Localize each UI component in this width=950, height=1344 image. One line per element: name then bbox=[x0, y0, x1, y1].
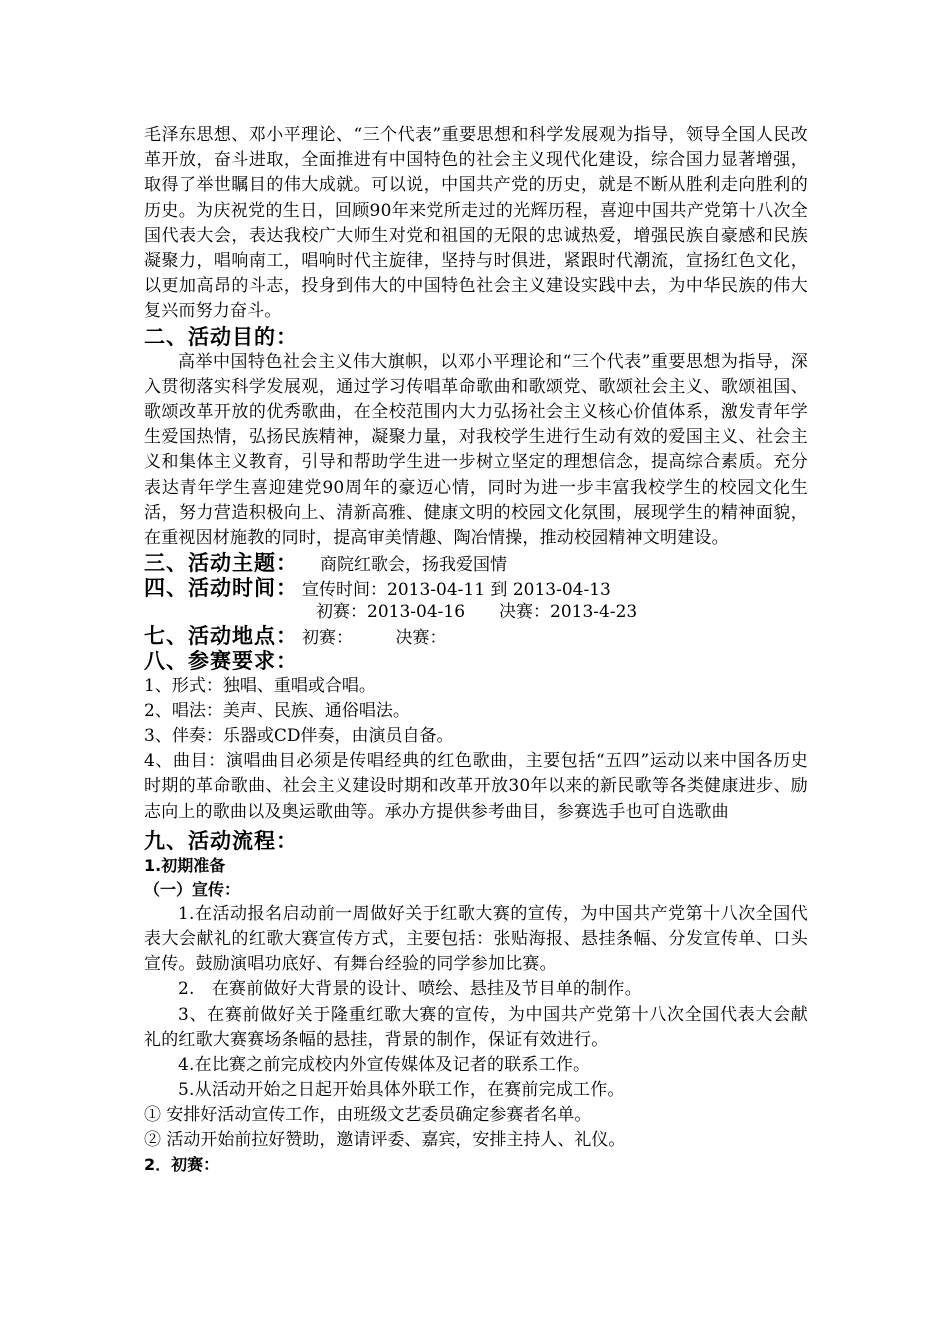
location-value: 初赛： 决赛： bbox=[302, 628, 447, 649]
process-paragraph: 2. 在赛前做好大背景的设计、喷绘、悬挂及节目单的制作。 bbox=[178, 979, 642, 1000]
requirement-item: 4、曲目：演唱曲目必须是传唱经典的红色歌曲，主要包括“五四”运动以来中国各历史时期的革命歌曲、社会主义建设时期和改革开放30年以来的新民歌等各类健康进步、励志向上的歌曲以及奥运歌曲等。承办方提供参考曲目，参赛选手也可自选歌曲 bbox=[144, 751, 808, 822]
process-paragraph: 5.从活动开始之日起开始具体外联工作，在赛前完成工作。 bbox=[178, 1080, 625, 1101]
section-heading-theme: 三、活动主题： bbox=[144, 551, 298, 576]
process-subheading-publicity: （一）宣传： bbox=[144, 879, 241, 899]
section-heading-purpose: 二、活动目的： bbox=[144, 324, 298, 349]
process-step-1: 1.初期准备 bbox=[144, 855, 226, 875]
document-page bbox=[144, 123, 808, 1177]
location-row bbox=[144, 624, 808, 649]
intro-paragraph: 毛泽东思想、邓小平理论、“三个代表”重要思想和科学发展观为指导，领导全国人民改革开放，奋斗进取，全面推进有中国特色的社会主义现代化建设，综合国力显著增强，取得了举世瞩目的伟大成就。可以说，中国共产党的历史，就是不断从胜利走向胜利的历史。为庆祝党的生日，回顾90年来党所走过的光辉历程，喜迎中国共产党第十八次全国代表大会，表达我校广大师生对党和祖国的无限的忠诚热爱，增强民族自豪感和民族凝聚力，唱响南工，唱响时代主旋律，坚持与时俱进，紧跟时代潮流，宣扬红色文化，以更加高昂的斗志，投身到伟大的中国特色社会主义建设实践中去，为中华民族的伟大复兴而努力奋斗。 bbox=[144, 125, 808, 322]
time-row bbox=[144, 576, 808, 601]
purpose-paragraph: 高举中国特色社会主义伟大旗帜，以邓小平理论和“三个代表”重要思想为指导，深入贯彻落实科学发展观，通过学习传唱革命歌曲和歌颂党、歌颂社会主义、歌颂祖国、歌颂改革开放的优秀歌曲，在全校范围内大力弘扬社会主义核心价值体系，激发青年学生爱国热情，弘扬民族精神，凝聚力量，对我校学生进行生动有效的爱国主义、社会主义和集体主义教育，引导和帮助学生进一步树立坚定的理想信念，提高综合素质。充分表达青年学生喜迎建党90周年的豪迈心情，同时为进一步丰富我校学生的校园文化生活，努力营造积极向上、清新高雅、健康文明的校园文化氛围，展现学生的精神面貌，在重视因材施教的同时，提高审美情趣、陶冶情操，推动校园精神文明建设。 bbox=[144, 351, 808, 549]
circled-item: ② 活动开始前拉好赞助，邀请评委、嘉宾，安排主持人、礼仪。 bbox=[144, 1130, 626, 1151]
requirement-item: 1、形式：独唱、重唱或合唱。 bbox=[144, 676, 376, 697]
requirement-item: 3、伴奏：乐器或CD伴奏，由演员自备。 bbox=[144, 726, 454, 747]
section-heading-process: 九、活动流程： bbox=[144, 828, 298, 853]
theme-value: 商院红歌会，扬我爱国情 bbox=[320, 555, 507, 576]
section-heading-location: 七、活动地点： bbox=[144, 624, 298, 649]
process-paragraph: 1.在活动报名启动前一周做好关于红歌大赛的宣传，为中国共产党第十八次全国代表大会献礼的红歌大赛宣传方式，主要包括：张贴海报、悬挂条幅、分发宣传单、口头宣传。鼓励演唱功底好、有舞台经验的同学参加比赛。 bbox=[144, 903, 808, 975]
process-step-2: 2．初赛： bbox=[144, 1155, 220, 1175]
section-heading-requirements: 八、参赛要求： bbox=[144, 649, 298, 674]
time-value: 宣传时间：2013-04-11 到 2013-04-13 bbox=[302, 580, 611, 601]
process-paragraph: 4.在比赛之前完成校内外宣传媒体及记者的联系工作。 bbox=[178, 1055, 591, 1076]
time-subline: 初赛：2013-04-16 决赛：2013-4-23 bbox=[316, 602, 638, 623]
section-heading-time: 四、活动时间： bbox=[144, 576, 298, 601]
circled-item: ① 安排好活动宣传工作，由班级文艺委员确定参赛者名单。 bbox=[144, 1105, 592, 1126]
requirement-item: 2、唱法：美声、民族、通俗唱法。 bbox=[144, 701, 410, 722]
theme-row bbox=[144, 551, 808, 576]
process-paragraph: 3、在赛前做好关于隆重红歌大赛的宣传，为中国共产党第十八次全国代表大会献礼的红歌大赛赛场条幅的悬挂，背景的制作，保证有效进行。 bbox=[144, 1004, 808, 1050]
